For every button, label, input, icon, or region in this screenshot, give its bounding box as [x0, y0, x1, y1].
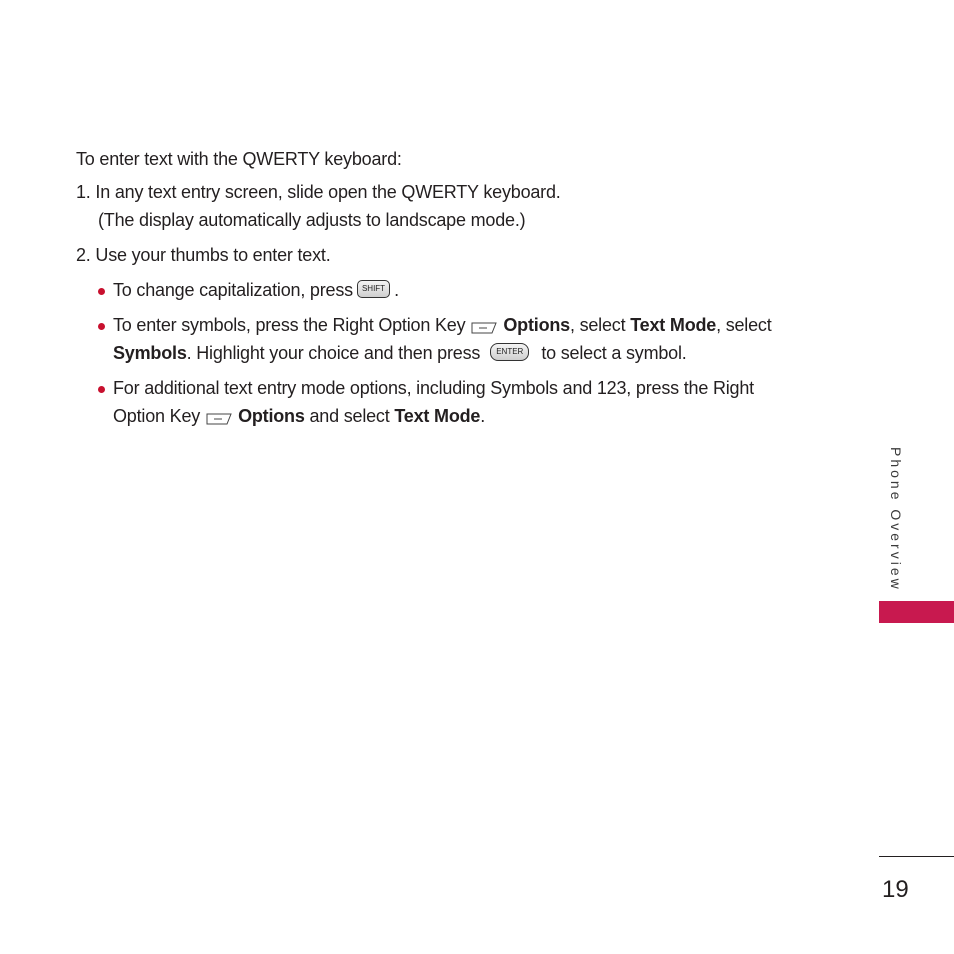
options-keyword: Options	[238, 406, 305, 426]
bullet-3-text-c: .	[480, 406, 486, 426]
right-option-softkey-icon	[471, 318, 497, 330]
section-tab-marker	[879, 601, 954, 623]
page-number: 19	[882, 876, 909, 903]
right-option-softkey-icon	[206, 409, 232, 421]
bullet-3-text-b: and select	[309, 406, 390, 426]
bullet-symbols-line-2	[113, 343, 687, 364]
text-mode-keyword: Text Mode	[394, 406, 481, 426]
bullet-2-text-b: , select	[569, 315, 626, 335]
step-1-line-1: 1. In any text entry screen, slide open the QWERTY keyboard.	[76, 182, 561, 202]
text-mode-keyword: Text Mode	[630, 315, 717, 335]
bullet-2-text-e: to select a symbol.	[541, 343, 687, 363]
section-side-title: Phone Overview	[888, 447, 904, 592]
bullet-3-text-a: Option Key	[113, 406, 201, 426]
bullet-1-text: To change capitalization, press	[113, 280, 353, 300]
symbols-keyword: Symbols	[113, 343, 187, 363]
bullet-2-text-a: To enter symbols, press the Right Option Key	[113, 315, 466, 335]
bullet-2-text-c: , select	[716, 315, 772, 335]
bullet-modes-line-2	[113, 406, 485, 427]
enter-key-icon: ENTER	[490, 343, 529, 361]
bullet-dot-icon	[98, 288, 105, 295]
bullet-symbols-line-1	[113, 315, 772, 336]
shift-key-icon: SHIFT	[357, 280, 390, 298]
options-keyword: Options	[503, 315, 570, 335]
bullet-capitalization	[113, 280, 399, 301]
step-1-line-2: (The display automatically adjusts to landscape mode.)	[98, 210, 526, 230]
bullet-2-text-d: . Highlight your choice and then press	[186, 343, 481, 363]
section-heading: To enter text with the QWERTY keyboard:	[76, 149, 402, 169]
bullet-1-end: .	[394, 280, 399, 300]
bullet-modes-line-1: For additional text entry mode options, including Symbols and 123, press the Right	[113, 378, 754, 398]
bullet-dot-icon	[98, 386, 105, 393]
step-2: 2. Use your thumbs to enter text.	[76, 245, 331, 265]
footer-rule	[879, 856, 954, 857]
bullet-dot-icon	[98, 323, 105, 330]
